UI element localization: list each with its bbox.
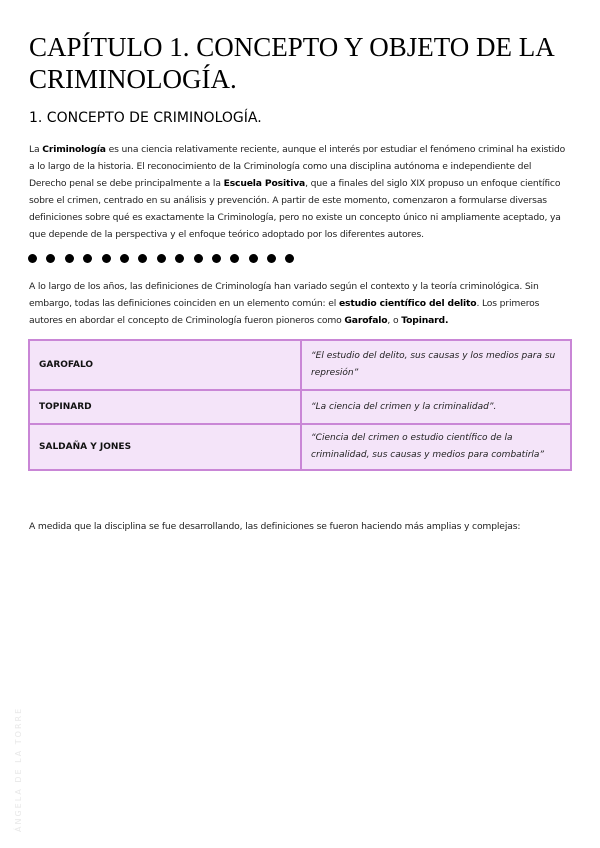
bullet-dot <box>138 254 147 263</box>
bullet-dot <box>120 254 129 263</box>
bullet-dot <box>46 254 55 263</box>
bold-term: Garofalo <box>344 315 388 326</box>
definition-cell: “Ciencia del crimen o estudio científico de la criminalidad, sus causas y medios para combatirla” <box>301 424 571 470</box>
definition-cell: “La ciencia del crimen y la criminalidad”. <box>301 390 571 424</box>
definition-cell: “El estudio del delito, sus causas y los medios para su represión” <box>301 340 571 390</box>
intro-paragraph <box>29 141 567 243</box>
bullet-dot <box>212 254 221 263</box>
bold-term: Topinard. <box>401 315 449 326</box>
table-row <box>29 390 571 424</box>
author-cell: GAROFALO <box>29 340 301 390</box>
bold-term: Escuela Positiva <box>223 178 306 189</box>
text-run: es una ciencia relativamente reciente, aunque el interés por estudiar el fenómeno criminal ha existido a lo largo de la historia. El reconocimiento de la Criminología como una disciplina autónoma e independiente del Derecho penal se debe principalmente a la <box>29 144 566 189</box>
table-row <box>29 424 571 470</box>
text-run: La <box>29 144 43 155</box>
bold-term: Criminología <box>42 144 106 155</box>
section-title: 1. CONCEPTO DE CRIMINOLOGÍA. <box>29 110 262 126</box>
table-row <box>29 340 571 390</box>
author-cell: TOPINARD <box>29 390 301 424</box>
bullet-dot <box>230 254 239 263</box>
bullet-dot <box>28 254 37 263</box>
author-cell: SALDAÑA Y JONES <box>29 424 301 470</box>
bullet-dot <box>194 254 203 263</box>
definitions-table <box>28 339 572 471</box>
text-run: , o <box>387 315 402 326</box>
text-run: , que a finales del siglo XIX propuso un enfoque científico sobre el crimen, centrado en su análisis y prevención. A partir de este momento, comenzaron a formularse diversas definiciones sobre qué es exactamente la Criminología, pero no existe un concepto único ni ampliamente aceptado, ya que depende de la perspectiva y el enfoque teórico adoptado por los diferentes autores. <box>29 178 561 240</box>
bullet-dot <box>157 254 166 263</box>
definitions-paragraph <box>29 278 567 329</box>
text-run: . Los primeros autores en abordar el concepto de Criminología fueron pioneros como <box>29 298 540 326</box>
closing-paragraph: A medida que la disciplina se fue desarrollando, las definiciones se fueron haciendo más amplias y complejas: <box>29 521 521 532</box>
chapter-title: CAPÍTULO 1. CONCEPTO Y OBJETO DE LA CRIMINOLOGÍA. <box>29 32 554 94</box>
bullet-dot <box>102 254 111 263</box>
bullet-dot <box>65 254 74 263</box>
bold-term: estudio científico del delito <box>338 298 477 309</box>
bullet-dot <box>83 254 92 263</box>
bullet-dot <box>285 254 294 263</box>
bullet-dot <box>249 254 258 263</box>
text-run: A lo largo de los años, las definiciones de Criminología han variado según el contexto y la teoría criminológica. Sin embargo, todas las definiciones coinciden en un elemento común: el <box>29 281 539 309</box>
bullet-divider <box>28 254 294 263</box>
bullet-dot <box>267 254 276 263</box>
bullet-dot <box>175 254 184 263</box>
author-watermark: ÁNGELA DE LA TORRE <box>14 706 23 832</box>
